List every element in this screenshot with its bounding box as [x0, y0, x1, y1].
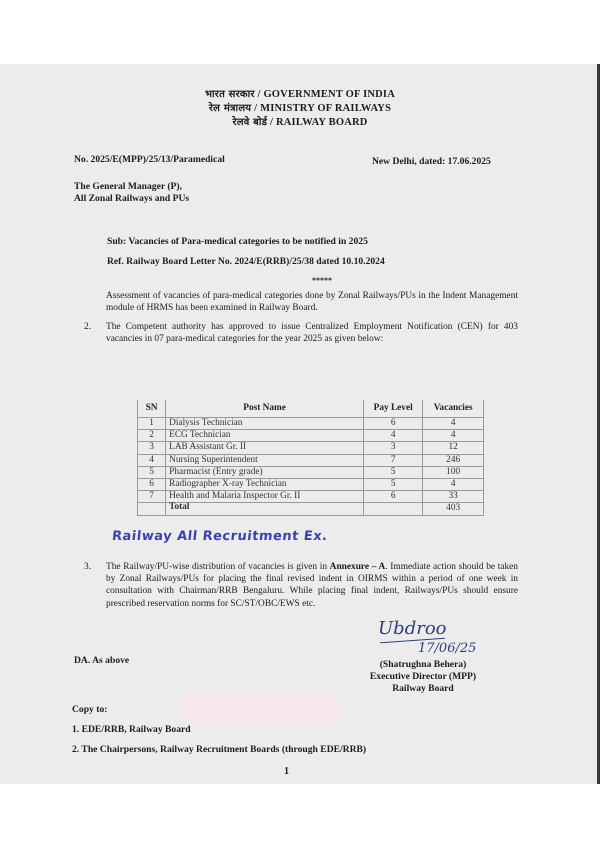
pay-level-cell: 5 — [364, 466, 423, 478]
header-english-government: / GOVERNMENT OF INDIA — [257, 89, 396, 100]
header-hindi-government: भारत सरकार — [204, 89, 255, 100]
total-sn-cell — [138, 503, 166, 515]
header-line-government — [0, 86, 600, 100]
vacancies-cell: 4 — [423, 479, 484, 491]
letter-date: New Delhi, dated: 17.06.2025 — [372, 156, 491, 167]
pay-level-cell: 7 — [364, 454, 423, 466]
table-row — [138, 454, 484, 466]
sn-cell: 1 — [138, 418, 166, 430]
paragraph-3-text-a: The Railway/PU-wise distribution of vacancies is given in — [106, 562, 330, 572]
sn-cell: 5 — [138, 466, 166, 478]
enclosure-note: DA. As above — [74, 655, 130, 666]
post-name-cell: Radiographer X-ray Technician — [166, 479, 364, 491]
pay-level-cell: 6 — [364, 418, 423, 430]
addressee-line-1: The General Manager (P), — [74, 181, 182, 192]
sn-cell: 4 — [138, 454, 166, 466]
letter-number: No. 2025/E(MPP)/25/13/Paramedical — [74, 154, 225, 165]
header-vacancies: Vacancies — [423, 400, 484, 418]
paragraph-3-number: 3. — [84, 562, 92, 572]
vacancies-cell: 100 — [423, 466, 484, 478]
table-row — [138, 466, 484, 478]
annexure-reference: Annexure – A — [329, 562, 386, 572]
sn-cell: 7 — [138, 491, 166, 503]
sn-cell: 6 — [138, 479, 166, 491]
sn-cell: 2 — [138, 430, 166, 442]
header-line-board — [0, 114, 600, 128]
vacancies-cell: 33 — [423, 491, 484, 503]
copy-to-label: Copy to: — [72, 704, 108, 715]
total-value: 403 — [423, 503, 484, 515]
post-name-cell: Health and Malaria Inspector Gr. II — [166, 491, 364, 503]
pay-level-cell: 3 — [364, 442, 423, 454]
header-line-ministry — [0, 100, 600, 114]
post-name-cell: ECG Technician — [166, 430, 364, 442]
subject-line: Sub: Vacancies of Para-medical categories to be notified in 2025 — [107, 236, 368, 247]
separator-stars: ***** — [312, 276, 332, 285]
signature-handwritten-date: 17/06/25 — [418, 641, 477, 656]
pay-level-cell: 6 — [364, 491, 423, 503]
pay-level-cell: 4 — [364, 430, 423, 442]
copy-to-item: 2. The Chairpersons, Railway Recruitment Boards (through EDE/RRB) — [72, 744, 367, 755]
table-row — [138, 491, 484, 503]
table-row — [138, 442, 484, 454]
vacancies-cell: 4 — [423, 430, 484, 442]
post-name-cell: Dialysis Technician — [166, 418, 364, 430]
table-total-row — [138, 503, 484, 515]
copy-to-item: 1. EDE/RRB, Railway Board — [72, 724, 191, 735]
watermark-overlay: Railway All Recruitment Ex. — [111, 529, 329, 544]
signatory-designation: Executive Director (MPP) — [369, 671, 477, 682]
vacancies-cell: 246 — [423, 454, 484, 466]
header-english-board: / RAILWAY BOARD — [270, 117, 368, 128]
header-hindi-ministry: रेल मंत्रालय — [208, 103, 252, 114]
total-pay-cell — [364, 503, 423, 515]
header-post-name: Post Name — [166, 400, 364, 418]
table-header-row — [138, 400, 484, 418]
header-english-ministry: / MINISTRY OF RAILWAYS — [254, 103, 392, 114]
vacancies-cell: 4 — [423, 418, 484, 430]
total-label: Total — [166, 503, 364, 515]
paragraph-1: Assessment of vacancies of para-medical categories done by Zonal Railways/PUs in the Indent Management module of HRMS has been examined in Railway Board. — [106, 291, 518, 314]
table-row — [138, 430, 484, 442]
header-pay-level: Pay Level — [364, 400, 423, 418]
reference-line: Ref. Railway Board Letter No. 2024/E(RRB)/25/38 dated 10.10.2024 — [107, 256, 385, 267]
post-name-cell: Nursing Superintendent — [166, 454, 364, 466]
post-name-cell: LAB Assistant Gr. II — [166, 442, 364, 454]
smudge-mark — [180, 692, 340, 724]
signature-scribble: Ubdroo — [378, 618, 447, 639]
table-row — [138, 418, 484, 430]
paragraph-2-number: 2. — [84, 322, 92, 332]
post-name-cell: Pharmacist (Entry grade) — [166, 466, 364, 478]
signatory-office: Railway Board — [392, 683, 454, 694]
table-body — [138, 418, 484, 503]
paragraph-3-text-b: . Immediate action should be taken by Zonal Railways/PUs for placing the final revised indent in OIRMS within a period of one week in consultation with Chairman/RRB Bengaluru. While placing final indent, Railways/PUs should ensure prescribed reservation norms for SC/ST/OBC/EWS etc. — [106, 562, 518, 609]
table-row — [138, 479, 484, 491]
signatory-name: (Shatrughna Behera) — [379, 659, 467, 670]
addressee-line-2: All Zonal Railways and PUs — [74, 193, 190, 204]
paragraph-2: The Competent authority has approved to issue Centralized Employment Notification (CEN) for 403 vacancies in 07 para-medical categories for the year 2025 as given below: — [106, 322, 518, 345]
header-hindi-board: रेलवे बोर्ड — [232, 117, 268, 128]
page-number: 1 — [284, 766, 289, 777]
header-sn: SN — [138, 400, 166, 418]
pay-level-cell: 5 — [364, 479, 423, 491]
sn-cell: 3 — [138, 442, 166, 454]
vacancy-table — [137, 400, 484, 516]
vacancies-cell: 12 — [423, 442, 484, 454]
paragraph-3 — [106, 561, 518, 610]
